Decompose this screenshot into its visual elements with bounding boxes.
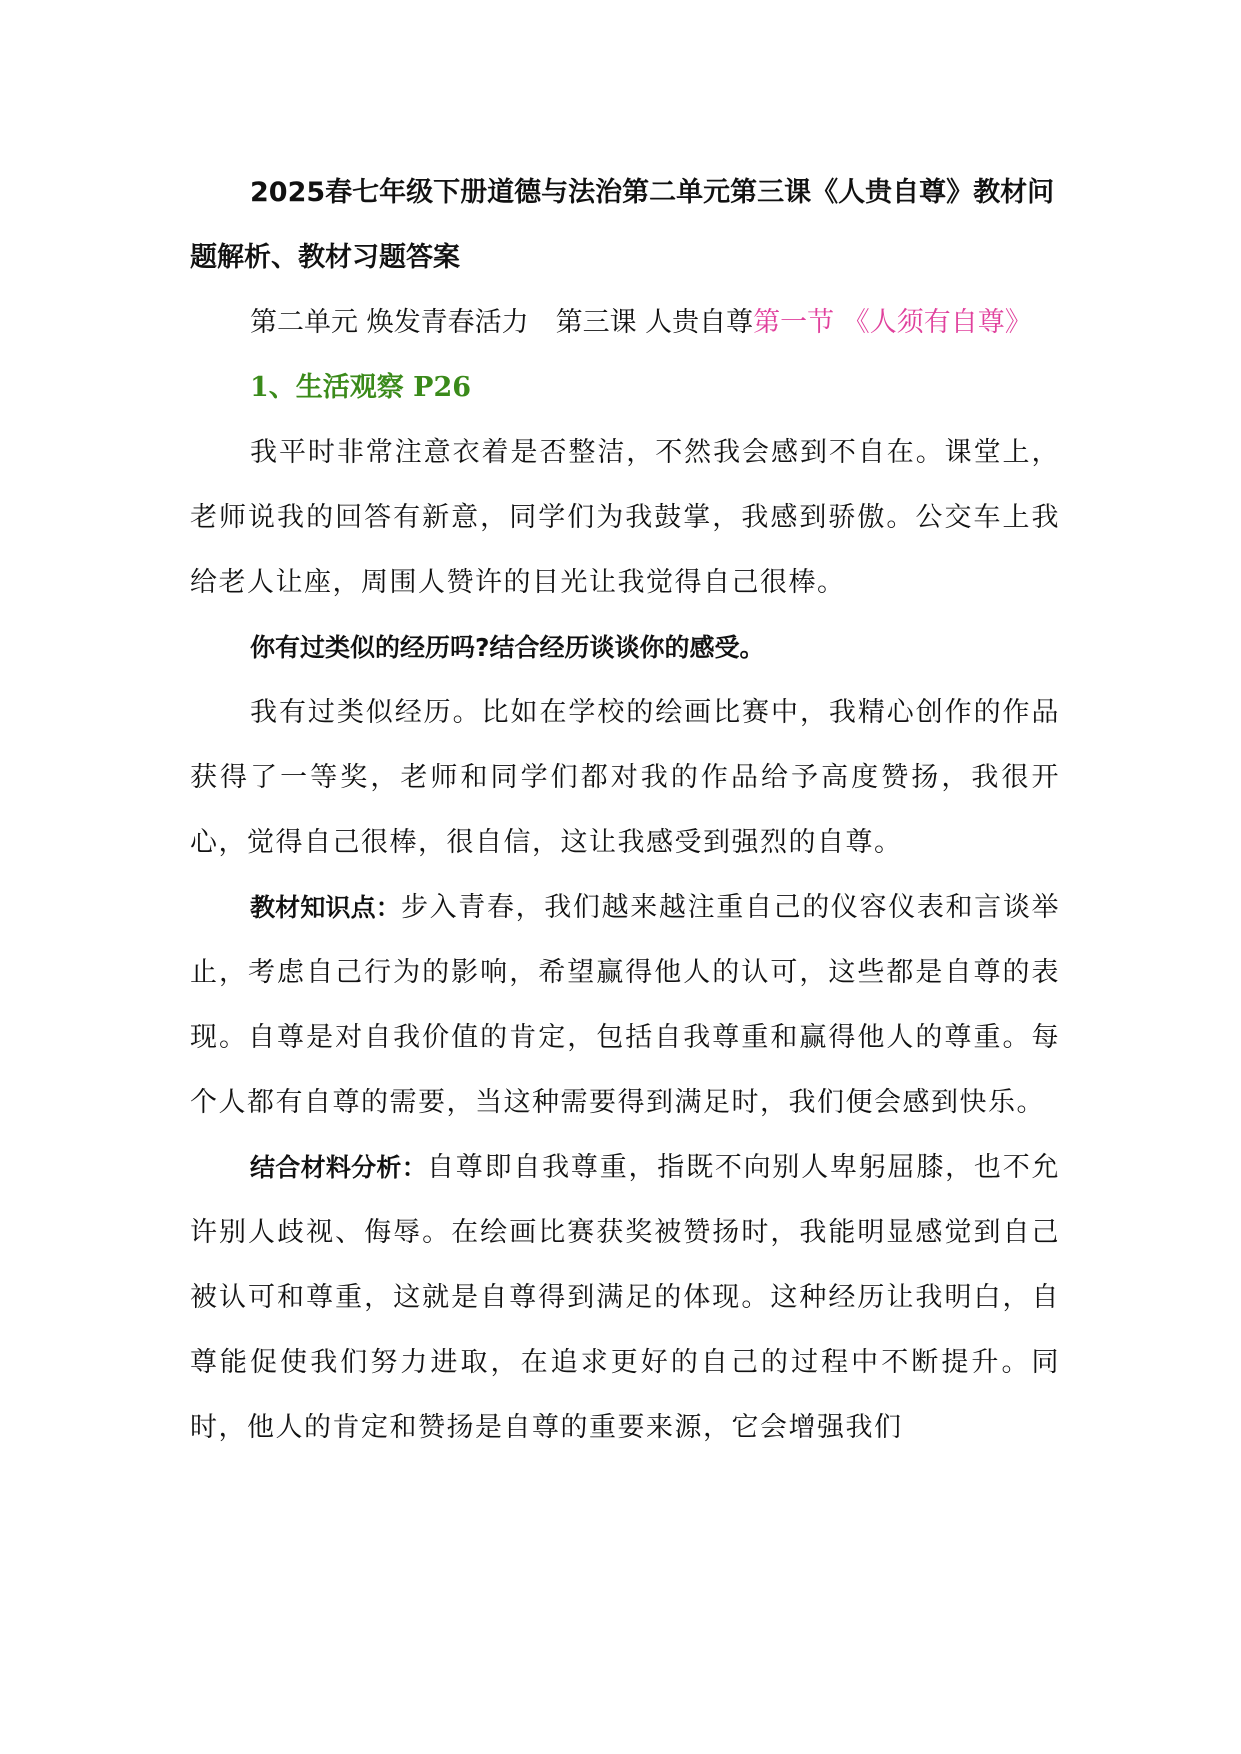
- observation-paragraph: 我平时非常注意衣着是否整洁，不然我会感到不自在。课堂上，老师说我的回答有新意，同学们为我鼓掌，我感到骄傲。公交车上我给老人让座，周围人赞许的目光让我觉得自己很棒。: [190, 437, 1060, 598]
- section-heading: 第一节 《人须有自尊》: [753, 307, 1032, 338]
- knowledge-text: 步入青春，我们越来越注重自己的仪容仪表和言谈举止，考虑自己行为的影响，希望赢得他人的认可，这些都是自尊的表现。自尊是对自我价值的肯定，包括自我尊重和赢得他人的尊重。每个人都有自尊的需要，当这种需要得到满足时，我们便会感到快乐。: [190, 892, 1060, 1118]
- question-text: 你有过类似的经历吗?结合经历谈谈你的感受。: [250, 633, 765, 662]
- unit-heading-text: 第二单元 焕发青春活力 第三课 人贵自尊: [250, 307, 754, 338]
- knowledge-paragraph: [190, 875, 1060, 1135]
- document-title: 2025春七年级下册道德与法治第二单元第三课《人贵自尊》教材问题解析、教材习题答案: [190, 177, 1055, 273]
- analysis-label: 结合材料分析：: [250, 1153, 427, 1182]
- item-heading: 1、生活观察 P26: [250, 372, 472, 403]
- knowledge-label: 教材知识点：: [250, 893, 401, 922]
- unit-heading: [190, 290, 1060, 355]
- analysis-paragraph: [190, 1135, 1060, 1460]
- answer-paragraph: 我有过类似经历。比如在学校的绘画比赛中，我精心创作的作品获得了一等奖，老师和同学们都对我的作品给予高度赞扬，我很开心，觉得自己很棒，很自信，这让我感受到强烈的自尊。: [190, 697, 1060, 858]
- document-content: [190, 160, 1060, 1460]
- analysis-text: 自尊即自我尊重，指既不向别人卑躬屈膝，也不允许别人歧视、侮辱。在绘画比赛获奖被赞扬时，我能明显感觉到自己被认可和尊重，这就是自尊得到满足的体现。这种经历让我明白，自尊能促使我们努力进取，在追求更好的自己的过程中不断提升。同时，他人的肯定和赞扬是自尊的重要来源，它会增强我们: [190, 1152, 1060, 1443]
